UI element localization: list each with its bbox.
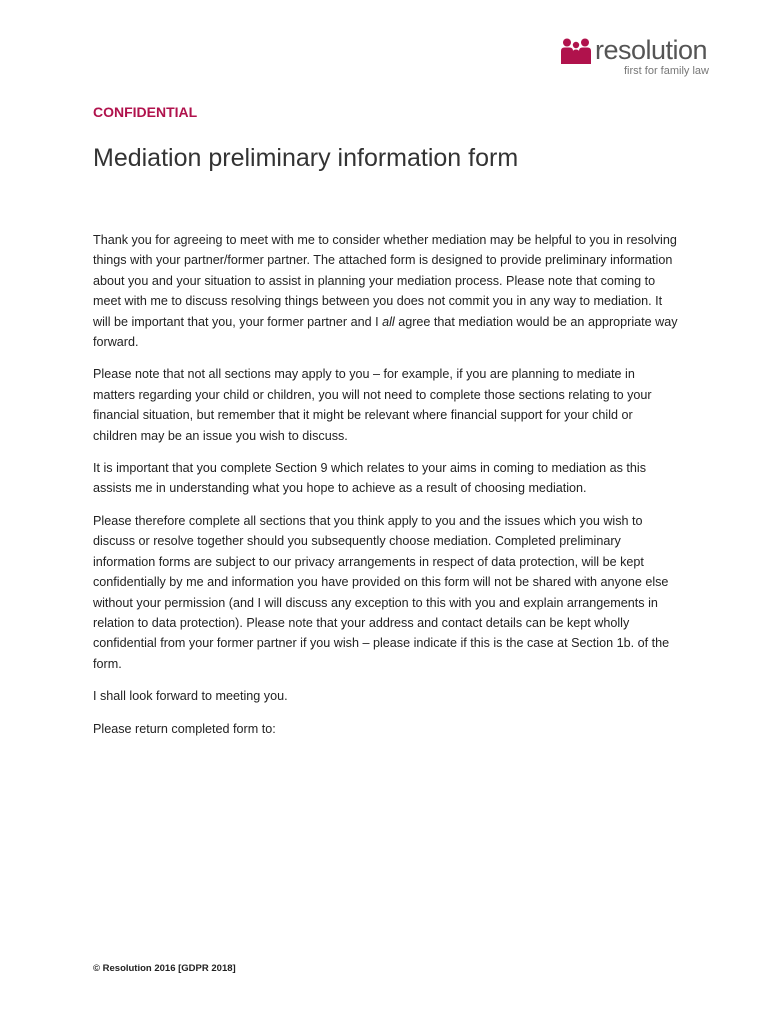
logo-tagline: first for family law [624,65,709,77]
paragraph-intro [93,230,678,352]
paragraph-section-9: It is important that you complete Section 9 which relates to your aims in coming to mediation as this assists me in understanding what you hope to achieve as a result of choosing mediation. [93,461,646,496]
paragraph-privacy: Please therefore complete all sections that you think apply to you and the issues which you wish to discuss or resolve together should you subsequently choose mediation. Completed preliminary information forms are subject to our privacy arrangements in respect of data protection, will be kept confidentially by me and information you have provided on this form will not be shared with anyone else without your permission (and I will discuss any exception to this with you and explain arrangements in relation to data protection). Please note that your address and contact details can be kept wholly confidential from your former partner if you wish – please indicate if this is the case at Section 1b. of the form. [93,513,670,671]
logo-wordmark: resolution [595,35,708,65]
paragraph-closing: I shall look forward to meeting you. [93,689,288,704]
intro-text [93,230,678,751]
emphasis-all: all [382,314,395,329]
copyright-footer: © Resolution 2016 [GDPR 2018] [93,963,236,974]
paragraph-sections-note: Please note that not all sections may apply to you – for example, if you are planning to mediate in matters regarding your child or children, you will not need to complete those sections relating to your financial situation, but remember that it might be relevant where financial support for your child or children may be an issue you wish to discuss. [93,367,652,443]
family-figures-icon [560,38,592,64]
confidential-label: CONFIDENTIAL [93,104,198,120]
page-title: Mediation preliminary information form [93,144,519,172]
paragraph-return: Please return completed form to: [93,721,276,736]
paragraph-intro-end: agree that mediation would be an appropriate way forward. [93,314,678,350]
resolution-logo [560,36,730,84]
paragraph-intro-text: Thank you for agreeing to meet with me to consider whether mediation may be helpful to you in resolving things with your partner/former partner. The attached form is designed to provide preliminary information about you and your situation to assist in planning your mediation process. Please note that coming to meet with me to discuss resolving things between you does not commit you in any way to mediation. It will be important that you, your former partner and I [93,233,677,329]
